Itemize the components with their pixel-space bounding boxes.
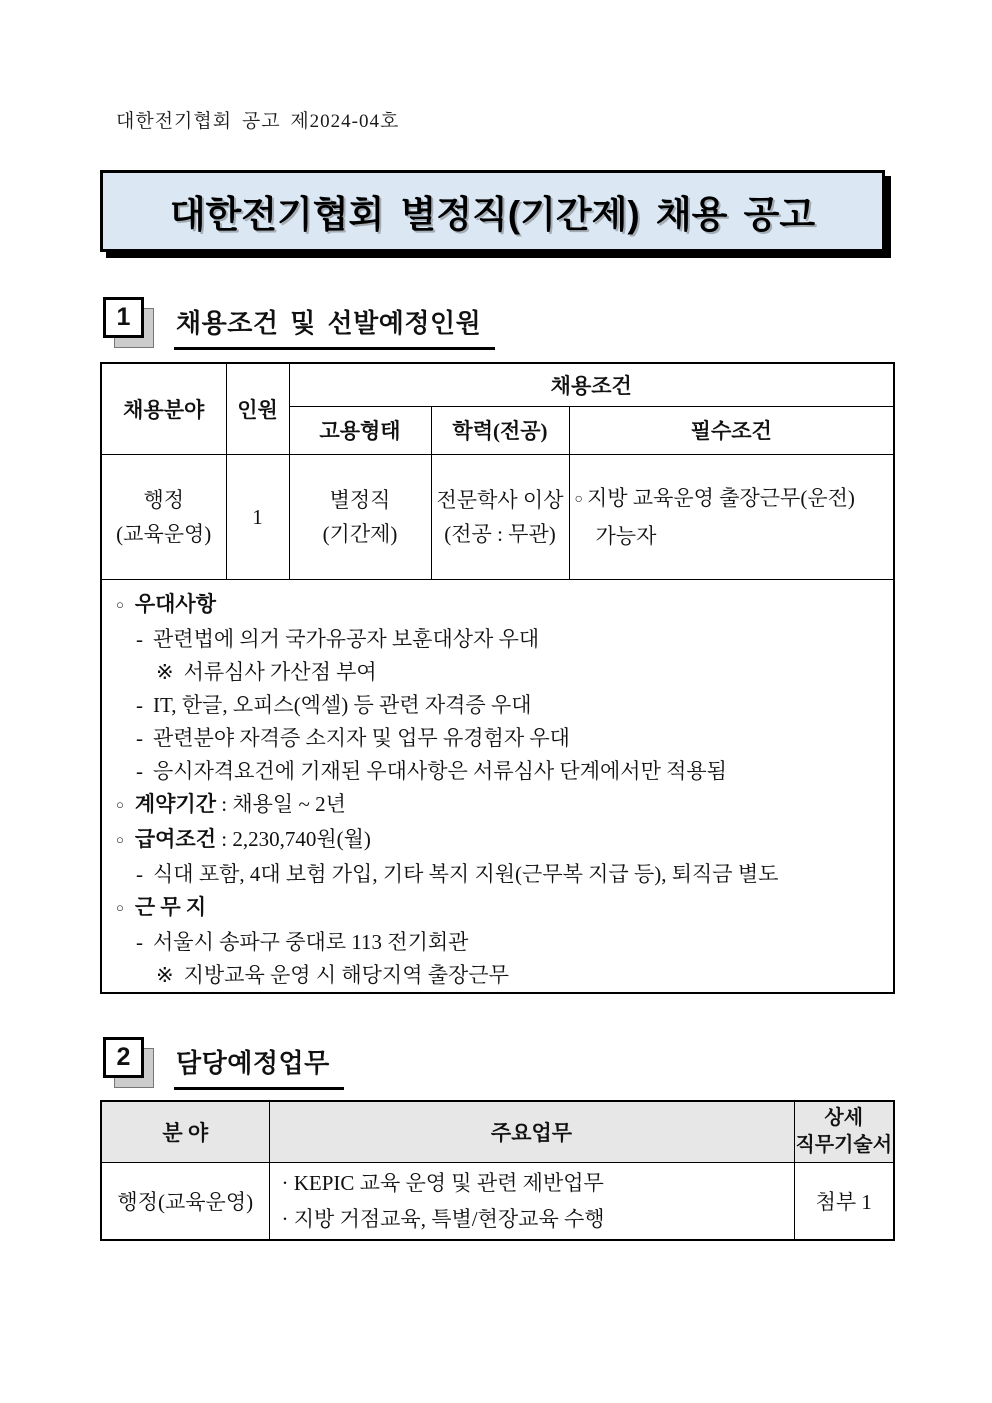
- section2-number: 2: [103, 1037, 144, 1078]
- page-title: 대한전기협회 별정직(기간제) 채용 공고: [169, 194, 816, 235]
- employment-line1: 별정직: [329, 487, 391, 512]
- field-line2: (교육운영): [116, 521, 212, 546]
- section2-title: 담당예정업무: [174, 1039, 344, 1090]
- section1-number: 1: [103, 297, 144, 338]
- duties-table: [100, 1100, 895, 1241]
- section1-number-box: [103, 297, 155, 349]
- duty-line1: · KEPIC 교육 운영 및 관련 제반업무: [281, 1170, 604, 1195]
- note-line: ※ 서류심사 가산점 부여: [156, 659, 377, 684]
- recruitment-conditions-table: [100, 362, 895, 994]
- dash-bullet: -: [136, 692, 143, 717]
- field-line1: 행정: [143, 487, 185, 512]
- detail-head-line2: 직무기술서: [795, 1133, 893, 1156]
- note-line: - 응시자격요건에 기재된 우대사항은 서류심사 단계에서만 적용됨: [136, 758, 727, 783]
- cell-attachment: 첨부 1: [794, 1162, 894, 1240]
- col-header-requirements: 필수조건: [569, 406, 894, 454]
- dash-bullet: -: [136, 929, 143, 954]
- cell-employment-type: [289, 454, 431, 579]
- education-line1: 전문학사 이상: [436, 487, 564, 512]
- requirement-line2: 가능자: [595, 523, 657, 548]
- col-header-education: 학력(전공): [431, 406, 569, 454]
- circle-bullet: ○: [116, 596, 124, 612]
- reference-mark: ※: [156, 962, 174, 987]
- dash-bullet: -: [136, 758, 143, 783]
- note-line: ○ 급여조건 : 2,230,740원(월): [116, 826, 371, 851]
- note-line: - IT, 한글, 오피스(엑셀) 등 관련 자격증 우대: [136, 692, 532, 717]
- table-row: [101, 454, 894, 579]
- dash-bullet: -: [136, 626, 143, 651]
- cell-duties: [269, 1162, 794, 1240]
- note-line: - 식대 포함, 4대 보험 가입, 기타 복지 지원(근무복 지급 등), 퇴직금 별도: [136, 861, 779, 886]
- col-header-employment-type: 고용형태: [289, 406, 431, 454]
- cell-field: [101, 454, 226, 579]
- note-line: ○ 우대사항: [116, 591, 217, 616]
- section1-heading: [103, 297, 495, 350]
- notes-cell: [101, 579, 894, 993]
- cell-field2: 행정(교육운영): [101, 1162, 269, 1240]
- note-line: ○ 근 무 지: [116, 894, 207, 919]
- section1-title: 채용조건 및 선발예정인원: [174, 299, 495, 350]
- employment-line2: (기간제): [322, 521, 398, 546]
- duty-line2: · 지방 거점교육, 특별/현장교육 수행: [281, 1206, 605, 1231]
- section2-heading: [103, 1037, 344, 1090]
- education-line2: (전공 : 무관): [444, 521, 556, 546]
- circle-bullet: ○: [116, 899, 124, 915]
- table-row: [101, 1162, 894, 1240]
- title-banner: [100, 170, 885, 252]
- note-line: - 서울시 송파구 중대로 113 전기회관: [136, 929, 469, 954]
- circle-bullet: ○: [116, 796, 124, 812]
- col-header-field2: 분 야: [101, 1101, 269, 1162]
- col-header-field: 채용분야: [101, 363, 226, 454]
- col-header-conditions: 채용조건: [289, 363, 894, 406]
- circle-bullet: ○: [574, 491, 583, 507]
- reference-mark: ※: [156, 659, 174, 684]
- col-header-detail: [794, 1101, 894, 1162]
- dash-bullet: -: [136, 861, 143, 886]
- circle-bullet: ○: [116, 831, 124, 847]
- requirement-line1: ○ 지방 교육운영 출장근무(운전): [574, 485, 855, 510]
- note-line: ※ 지방교육 운영 시 해당지역 출장근무: [156, 962, 509, 987]
- note-line: ○ 계약기간 : 채용일 ~ 2년: [116, 791, 346, 816]
- dash-bullet: -: [136, 725, 143, 750]
- detail-head-line1: 상세: [824, 1106, 864, 1129]
- cell-requirements: [569, 454, 894, 579]
- note-line: - 관련법에 의거 국가유공자 보훈대상자 우대: [136, 626, 540, 651]
- cell-count: 1: [226, 454, 289, 579]
- col-header-duties: 주요업무: [269, 1101, 794, 1162]
- doc-number: 대한전기협회 공고 제2024-04호: [116, 111, 400, 132]
- col-header-count: 인원: [226, 363, 289, 454]
- note-line: - 관련분야 자격증 소지자 및 업무 유경험자 우대: [136, 725, 570, 750]
- section2-number-box: [103, 1037, 155, 1089]
- cell-education: [431, 454, 569, 579]
